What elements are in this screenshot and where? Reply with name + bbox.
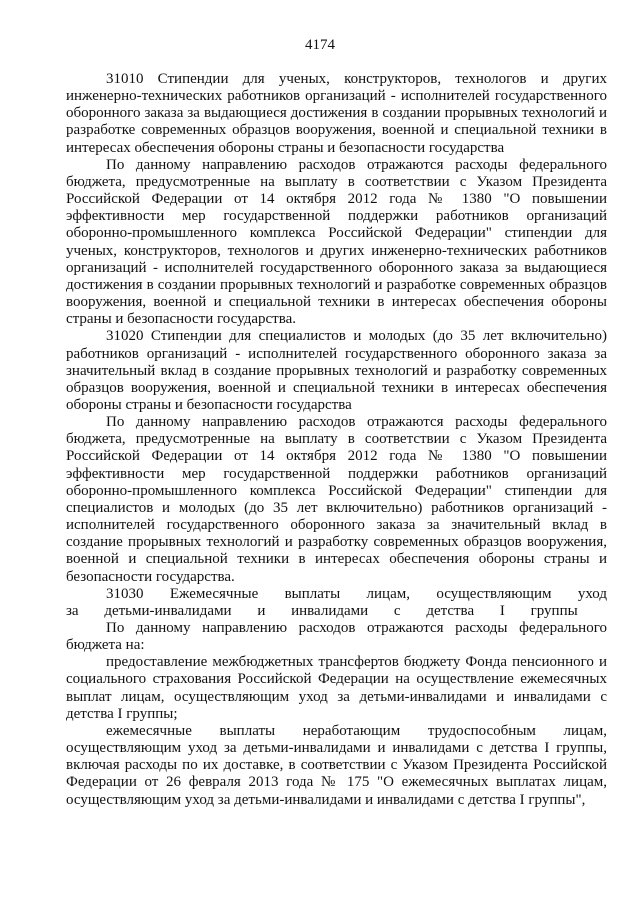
section-title-31020: 31020 Стипендии для специалистов и молодых (до 35 лет включительно) работников организаций - исполнителей государственного оборонного заказа за значительный вклад в создание прорывных технологий и разработку современных образцов вооружения, военной и специальной техники в интересах обеспечения обороны страны и безопасности государства bbox=[66, 328, 607, 413]
section-item-monthly-payments: ежемесячные выплаты неработающим трудоспособным лицам, осуществляющим уход за детьми-инвалидами и инвалидами с детства I группы, включая расходы по их доставке, в соответствии с Указом Президента Российской Федерации от 26 февраля 2013 года № 175 "О ежемесячных выплатах лицам, осуществляющим уход за детьми-инвалидами и инвалидами с детства I группы", bbox=[66, 722, 607, 808]
document-body bbox=[66, 71, 607, 809]
section-description-31020: По данному направлению расходов отражаются расходы федерального бюджета, предусмотренные на выплату в соответствии с Указом Президента Российской Федерации от 14 октября 2012 года № 1380 "О повышении эффективности мер государственной поддержки работников организаций оборонно-промышленного комплекса Российской Федерации" стипендии для специалистов и молодых (до 35 лет включительно) работников организаций - исполнителей государственного оборонного заказа за значительный вклад в создание прорывных технологий и разработку современных образцов вооружения, военной и специальной техники в интересах обеспечения обороны страны и безопасности государства. bbox=[66, 414, 607, 585]
section-item-transfers: предоставление межбюджетных трансфертов бюджету Фонда пенсионного и социального страхования Российской Федерации на осуществление ежемесячных выплат лицам, осуществляющим уход за детьми-инвалидами и инвалидами с детства I группы; bbox=[66, 654, 607, 722]
page-number: 4174 bbox=[305, 37, 335, 53]
section-description-31010: По данному направлению расходов отражаются расходы федерального бюджета, предусмотренные на выплату в соответствии с Указом Президента Российской Федерации от 14 октября 2012 года № 1380 "О повышении эффективности мер государственной поддержки работников организаций оборонно-промышленного комплекса Российской Федерации" стипендии для ученых, конструкторов, технологов и других инженерно-технических работников организаций - исполнителей государственного оборонного заказа за выдающиеся достижения в создании прорывных технологий и разработке современных образцов вооружения, военной и специальной техники в интересах обеспечения обороны страны и безопасности государства. bbox=[66, 156, 607, 328]
section-intro-31030: По данному направлению расходов отражаются расходы федерального бюджета на: bbox=[66, 620, 607, 654]
section-title-31010: 31010 Стипендии для ученых, конструкторов, технологов и других инженерно-технических работников организаций - исполнителей государственного оборонного заказа за выдающиеся достижения в создании прорывных технологий и разработке современных образцов вооружения, военной и специальной техники в интересах обеспечения обороны страны и безопасности государства bbox=[66, 71, 607, 156]
section-title-31030: 31030 Ежемесячные выплаты лицам, осуществляющим уход за детьми-инвалидами и инвалидами с детства I группы bbox=[66, 585, 607, 619]
